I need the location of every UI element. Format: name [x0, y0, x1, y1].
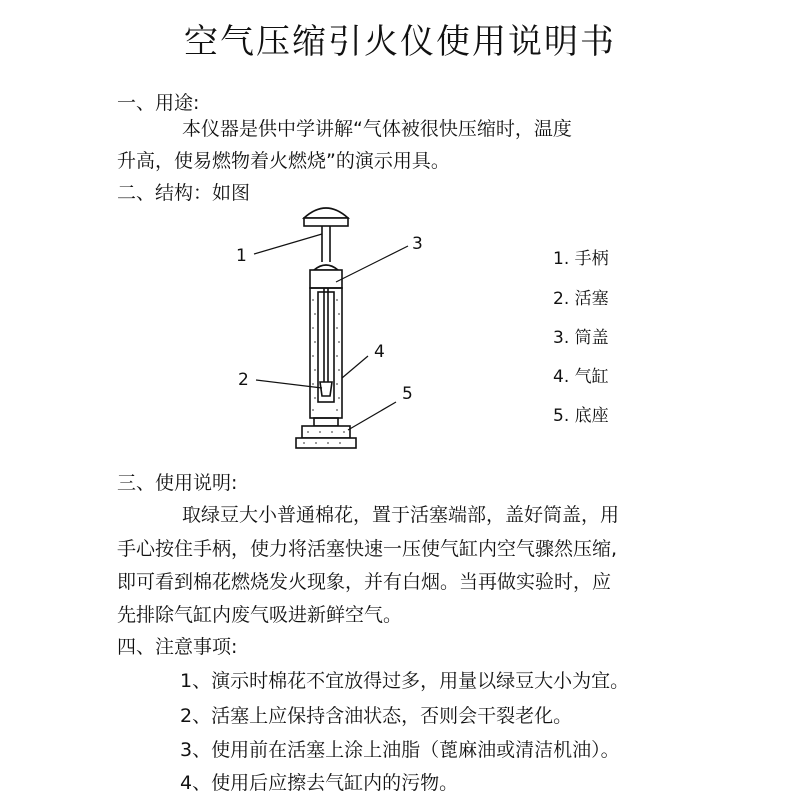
apparatus-diagram	[230, 196, 450, 460]
usage-line-4: 先排除气缸内废气吸进新鲜空气。	[117, 604, 403, 626]
note-item-3: 3、使用前在活塞上涂上油脂（蓖麻油或清洁机油）。	[180, 739, 620, 761]
diagram-label-2: 2	[238, 370, 249, 390]
usage-line-2: 手心按住手柄，使力将活塞快速一压使气缸内空气骤然压缩,	[117, 538, 618, 560]
purpose-line-2: 升高，使易燃物着火燃烧”的演示用具。	[117, 150, 450, 172]
diagram-label-1: 1	[236, 246, 247, 266]
usage-line-1: 取绿豆大小普通棉花，置于活塞端部，盖好筒盖，用	[182, 504, 620, 526]
note-item-4: 4、使用后应擦去气缸内的污物。	[180, 772, 459, 794]
legend-cylinder: 4. 气缸	[553, 367, 609, 387]
document-title: 空气压缩引火仪使用说明书	[184, 22, 616, 62]
diagram-label-3: 3	[412, 234, 423, 254]
notes-heading: 四、注意事项:	[117, 636, 238, 658]
note-item-1: 1、演示时棉花不宜放得过多，用量以绿豆大小为宜。	[180, 670, 630, 692]
structure-heading: 二、结构：如图	[117, 182, 251, 204]
purpose-line-1: 本仪器是供中学讲解“气体被很快压缩时，温度	[182, 118, 572, 140]
legend-cap: 3. 筒盖	[553, 328, 609, 348]
diagram-label-5: 5	[402, 384, 413, 404]
legend-piston: 2. 活塞	[553, 289, 609, 309]
legend-base: 5. 底座	[553, 406, 609, 426]
diagram-label-4: 4	[374, 342, 385, 362]
legend-handle: 1. 手柄	[553, 249, 609, 269]
note-item-2: 2、活塞上应保持含油状态，否则会干裂老化。	[180, 705, 573, 727]
purpose-heading: 一、用途:	[117, 92, 200, 114]
usage-line-3: 即可看到棉花燃烧发火现象，并有白烟。当再做实验时，应	[117, 571, 612, 593]
usage-heading: 三、使用说明:	[117, 472, 238, 494]
